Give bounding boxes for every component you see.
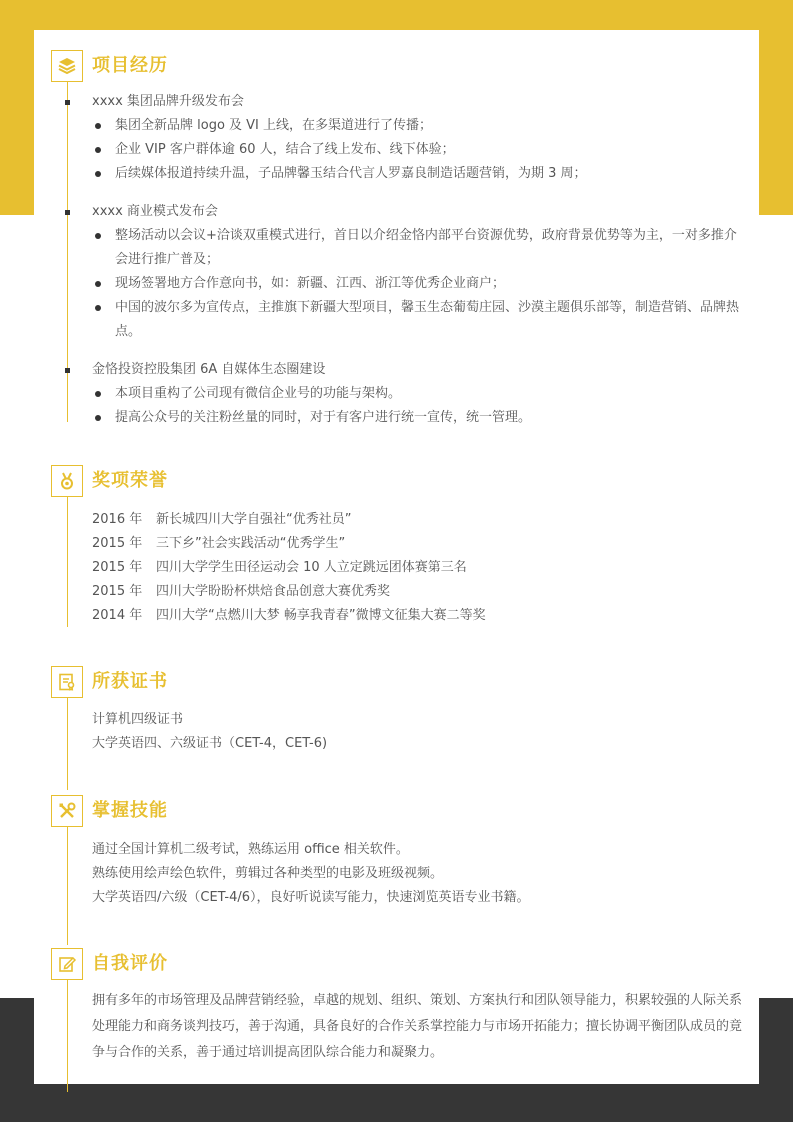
awards-list [92, 508, 742, 628]
list-item: 整场活动以会议+洽谈双重模式进行，首日以介绍金恪内部平台资源优势，政府背景优势等为主，一对多推介会进行推广普及； [92, 224, 742, 272]
award-year: 2015 年 [92, 536, 143, 551]
certificate-icon [51, 666, 83, 698]
award-text: 四川大学“点燃川大梦 畅享我青春”微博文征集大赛二等奖 [156, 608, 486, 623]
project-title: xxxx 集团品牌升级发布会 [92, 90, 742, 114]
section-title: 所获证书 [92, 671, 168, 692]
project-title: xxxx 商业模式发布会 [92, 200, 742, 224]
award-text: 新长城四川大学自强社“优秀社员” [156, 512, 352, 527]
award-text: 四川大学学生田径运动会 10 人立定跳远团体赛第三名 [156, 560, 467, 575]
timeline-line [67, 980, 68, 1092]
list-item [92, 580, 742, 604]
section-title: 掌握技能 [92, 800, 168, 821]
section-title: 奖项荣誉 [92, 470, 168, 491]
list-item: 提高公众号的关注粉丝量的同时，对于有客户进行统一宣传，统一管理。 [92, 406, 742, 430]
list-item: 后续媒体报道持续升温，子品牌馨玉结合代言人罗嘉良制造话题营销，为期 3 周； [92, 162, 742, 186]
list-item: 通过全国计算机二级考试，熟练运用 office 相关软件。 [92, 842, 409, 857]
self-evaluation-text: 拥有多年的市场管理及品牌营销经验，卓越的规划、组织、策划、方案执行和团队领导能力，积累较强的人际关系处理能力和商务谈判技巧，善于沟通，具备良好的合作关系掌控能力与市场开拓能力；擅长协调平衡团队成员的竟争与合作的关系，善于通过培训提高团队综合能力和凝聚力。 [92, 993, 743, 1060]
list-item: 大学英语四、六级证书（CET-4，CET-6) [92, 736, 328, 751]
project-item [92, 358, 742, 430]
timeline-marker [65, 368, 70, 373]
tools-icon [51, 795, 83, 827]
skills-list [92, 838, 742, 910]
award-text: 三下乡”社会实践活动“优秀学生” [156, 536, 346, 551]
award-year: 2015 年 [92, 560, 143, 575]
list-item [92, 508, 742, 532]
timeline-line [67, 698, 68, 790]
list-item: 本项目重构了公司现有微信企业号的功能与架构。 [92, 382, 742, 406]
list-item: 熟练使用绘声绘色软件，剪辑过各种类型的电影及班级视频。 [92, 866, 444, 881]
section-title: 自我评价 [92, 953, 168, 974]
award-year: 2015 年 [92, 584, 143, 599]
certificates-list [92, 708, 742, 756]
timeline-line [67, 827, 68, 945]
list-item: 大学英语四/六级（CET-4/6），良好听说读写能力，快速浏览英语专业书籍。 [92, 890, 530, 905]
layers-icon [51, 50, 83, 82]
list-item: 企业 VIP 客户群体逾 60 人，结合了线上发布、线下体验； [92, 138, 742, 162]
award-year: 2014 年 [92, 608, 143, 623]
list-item: 集团全新品牌 logo 及 VI 上线，在多渠道进行了传播； [92, 114, 742, 138]
list-item: 计算机四级证书 [92, 712, 184, 727]
section-title: 项目经历 [92, 55, 168, 76]
project-list [92, 90, 742, 444]
medal-icon [51, 465, 83, 497]
timeline-marker [65, 210, 70, 215]
list-item: 现场签署地方合作意向书，如：新疆、江西、浙江等优秀企业商户； [92, 272, 742, 296]
project-title: 金恪投资控股集团 6A 自媒体生态圈建设 [92, 358, 742, 382]
timeline-line [67, 497, 68, 627]
list-item [92, 604, 742, 628]
list-item: 中国的波尔多为宣传点，主推旗下新疆大型项目，馨玉生态葡萄庄园、沙漠主题俱乐部等，制造营销、品牌热点。 [92, 296, 742, 344]
timeline-marker [65, 100, 70, 105]
resume-card [34, 30, 759, 1084]
list-item [92, 556, 742, 580]
award-year: 2016 年 [92, 512, 143, 527]
edit-icon [51, 948, 83, 980]
project-item [92, 90, 742, 186]
project-item [92, 200, 742, 344]
award-text: 四川大学盼盼杯烘焙食品创意大赛优秀奖 [156, 584, 391, 599]
list-item [92, 532, 742, 556]
